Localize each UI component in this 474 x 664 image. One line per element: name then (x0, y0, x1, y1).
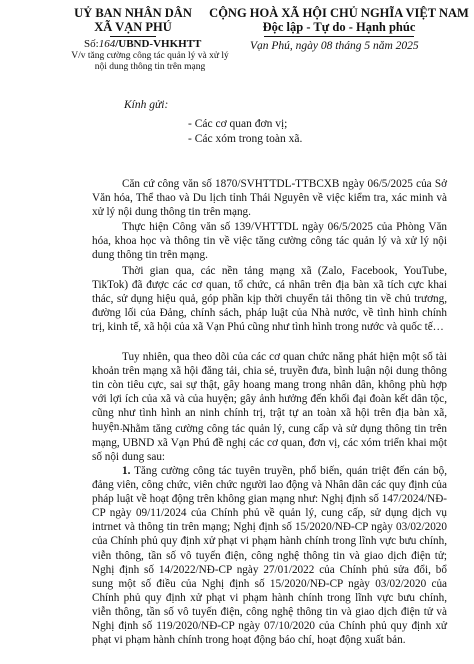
date-prefix: Vạn Phú, ngày (250, 40, 319, 52)
directive-item-1 (92, 464, 447, 647)
recipient-item: - Các xóm trong toàn xã. (188, 133, 303, 145)
recipient-item: - Các cơ quan đơn vị; (188, 118, 288, 130)
doc-number-prefix: Số: (84, 38, 99, 50)
directive-item-text: Tăng cường công tác tuyên truyền, phổ biến, quán triệt đến cán bộ, đảng viên, công chức, viên chức người lao động và Nhân dân các quy định của pháp luật về hoạt động trên không gian mạng như: Nghị định số 147/2024/NĐ-CP ngày 09/11/2024 của Chính phủ về quản lý, cung cấp, sử dụng dịch vụ intrnet và thông tin trên mạng; Nghị định số 15/2020/NĐ-CP ngày 03/02/2020 của Chính phủ quy định xử phạt vi phạm hành chính trong lĩnh vực bưu chính, viễn thông, tần số vô tuyến điện, công nghệ thông tin và giao dịch điện tử; Nghị định số 14/2022/NĐ-CP ngày 27/01/2022 của Chính phủ sửa đổi, bổ sung một số điều của Nghị định số 15/2020/NĐ-CP ngày 03/02/2020 của Chính phủ quy định xử phạt vi phạm hành chính trong lĩnh vực bưu chính, viễn thông, tần số vô tuyến điện, công nghệ thông tin và giao dịch điện tử và Nghị định số 119/2020/NĐ-CP ngày 07/10/2020 của Chính phủ quy định xử phạt vi phạm hành chính trong hoạt động báo chí, hoạt động xuất bản. (92, 465, 447, 647)
place-date (250, 39, 419, 53)
salutation: Kính gửi: (124, 99, 169, 111)
motto-underline (264, 36, 414, 37)
motto: Độc lập - Tự do - Hạnh phúc (262, 20, 416, 34)
body-paragraph: Thực hiện Công văn số 139/VHTTDL ngày 06/5/2025 của Phòng Văn hóa, khoa học và thông tin về việc tăng cường công tác quản lý và xử lý nội dung thông tin trên mạng. (92, 221, 447, 262)
body-paragraph: Nhằm tăng cường công tác quản lý, cung cấp và sử dụng thông tin trên mạng, UBND xã Vạn Phú đề nghị các cơ quan, đơn vị, các xóm triển khai một số nội dung sau: (92, 423, 447, 464)
doc-number-value: 164 (98, 38, 116, 50)
body-paragraph: Căn cứ công văn số 1870/SVHTTDL-TTBCXB ngày 06/5/2025 của Sở Văn hóa, Thể thao và Du lịch tỉnh Thái Nguyên về việc kiểm tra, xác minh và xử lý nội dung thông tin trên mạng. (92, 178, 447, 219)
document-number (84, 38, 201, 51)
nation-title: CỘNG HOÀ XÃ HỘI CHỦ NGHĨA VIỆT NAM (209, 6, 469, 20)
body-paragraph: Tuy nhiên, qua theo dõi của các cơ quan chức năng phát hiện một số tài khoản trên mạng xã hội đăng tải, chia sẻ, truyền đưa, bình luận nội dung thông tin còn tiêu cực, sai sự thật, gây hoang mang trong nhân dân, không phù hợp với lợi ích của xã và của huyện; gây ảnh hưởng đến khối đại đoàn kết dân tộc, cũng như tình hình an ninh chính trị, trật tự an toàn xã hội trên địa bàn xã, huyện… (92, 351, 447, 434)
national-motto (208, 6, 470, 37)
doc-number-code: /UBND-VHKHTT (115, 38, 202, 50)
directive-item-number: 1. (122, 465, 131, 477)
document-subject: V/v tăng cường công tác quản lý và xử lý nội dung thông tin trên mạng (71, 51, 229, 72)
body-paragraph: Thời gian qua, các nền tảng mạng xã (Zalo, Facebook, YouTube, TikTok) đã được các cơ quan, tổ chức, cá nhân trên địa bàn xã tích cực khai thác, sử dụng hiệu quả, góp phần kịp thời chuyển tải thông tin về chủ trương, đường lối của Đảng, chính sách, pháp luật của Nhà nước, về tình hình chính trị, kinh tế, xã hội của xã Vạn Phú cũng như tình hình trong nước và quốc tế… (92, 265, 447, 334)
date-rest: tháng 5 năm 2025 (335, 40, 419, 52)
org-name-line2: XÃ VẠN PHÚ (94, 20, 172, 34)
date-day: 08 (320, 40, 333, 52)
org-underline (110, 36, 156, 37)
org-name-line1: UỶ BAN NHÂN DÂN (74, 6, 192, 20)
issuing-authority (58, 6, 208, 37)
